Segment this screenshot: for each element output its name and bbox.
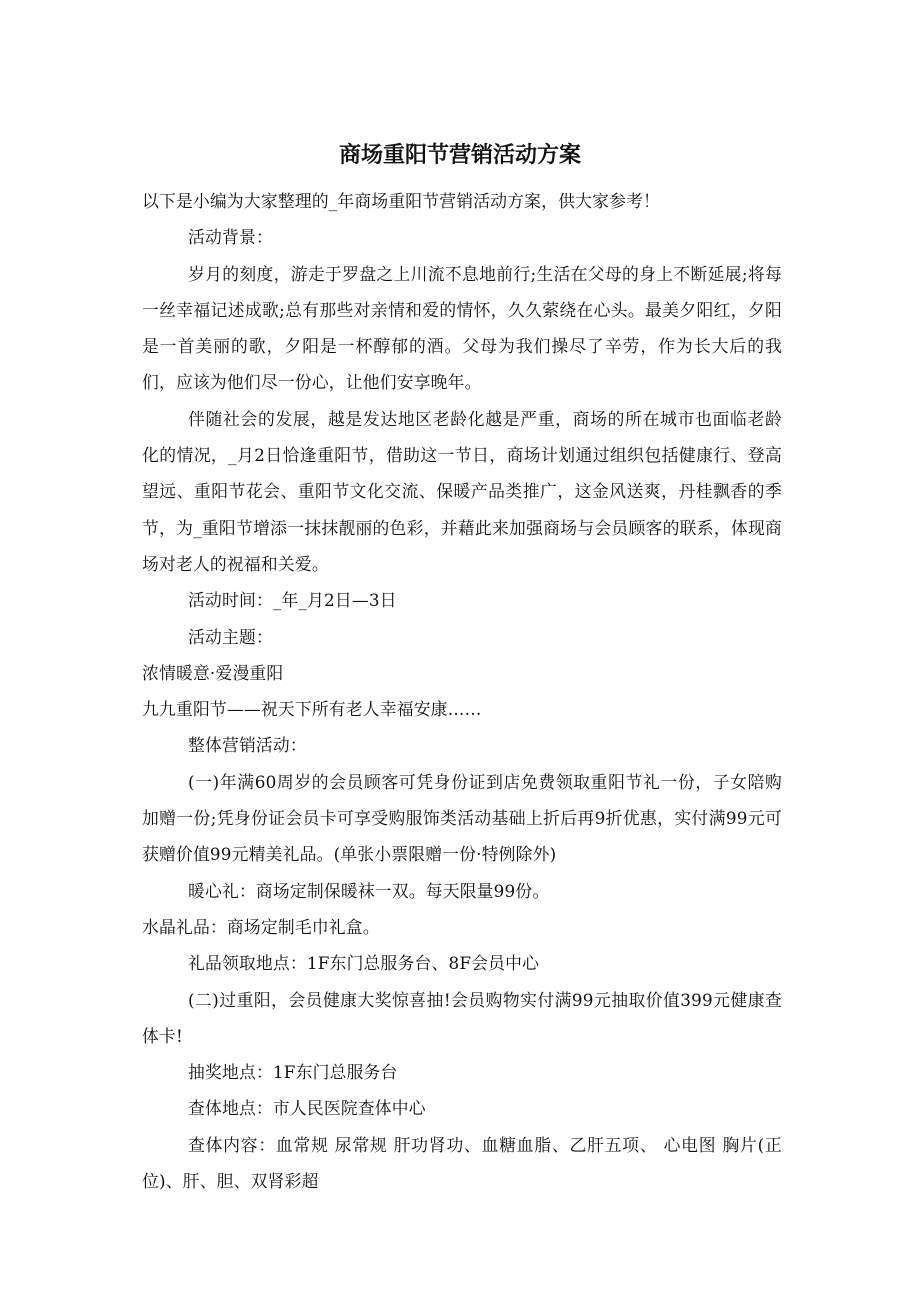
warm-gift: 暖心礼：商场定制保暖袜一双。每天限量99份。: [188, 880, 550, 901]
document-body: [142, 183, 782, 1199]
crystal-gift: 水晶礼品：商场定制毛巾礼盒。: [142, 916, 380, 937]
checkup-content: 查体内容：血常规 尿常规 肝功肾功、血糖血脂、乙肝五项、 心电图 胸片(正位)、肝、胆、双肾彩超: [142, 1134, 782, 1192]
theme-line-1: 浓情暖意·爱漫重阳: [142, 662, 284, 683]
checkup-location: 查体地点：市人民医院查体中心: [188, 1098, 426, 1119]
section-heading-background: 活动背景：: [188, 227, 273, 248]
background-paragraph-2: 伴随社会的发展，越是发达地区老龄化越是严重，商场的所在城市也面临老龄化的情况，_月2日恰逢重阳节，借助这一节日，商场计划通过组织包括健康行、登高望远、重阳节花会、重阳节文化交流、保暖产品类推广，这金风送爽，丹桂飘香的季节，为_重阳节增添一抹抹靓丽的色彩，并藉此来加强商场与会员顾客的联系，体现商场对老人的祝福和关爱。: [142, 408, 782, 574]
intro-paragraph: 以下是小编为大家整理的_年商场重阳节营销活动方案，供大家参考！: [142, 191, 661, 211]
document-title: 商场重阳节营销活动方案: [338, 142, 581, 168]
section-heading-theme: 活动主题：: [188, 626, 273, 647]
background-paragraph-1: 岁月的刻度，游走于罗盘之上川流不息地前行;生活在父母的身上不断延展;将每一丝幸福记述成歌;总有那些对亲情和爱的情怀，久久萦绕在心头。最美夕阳红，夕阳是一首美丽的歌，夕阳是一杯醇郁的酒。父母为我们操尽了辛劳，作为长大后的我们，应该为他们尽一份心，让他们安享晚年。: [142, 263, 782, 393]
activity-time: 活动时间：_年_月2日—3日: [188, 590, 397, 611]
marketing-item-2: (二)过重阳，会员健康大奖惊喜抽!会员购物实付满99元抽取价值399元健康查体卡!: [142, 989, 782, 1046]
section-heading-marketing: 整体营销活动：: [188, 735, 307, 756]
marketing-item-1: (一)年满60周岁的会员顾客可凭身份证到店免费领取重阳节礼一份，子女陪购加赠一份;凭身份证会员卡可享受购服饰类活动基础上折后再9折优惠，实付满99元可获赠价值99元精美礼品。(单张小票限赠一份·特例除外): [142, 771, 782, 865]
gift-pickup-location: 礼品领取地点：1F东门总服务台、8F会员中心: [188, 953, 540, 974]
theme-line-2: 九九重阳节——祝天下所有老人幸福安康……: [142, 699, 482, 720]
lottery-location: 抽奖地点：1F东门总服务台: [188, 1062, 398, 1083]
